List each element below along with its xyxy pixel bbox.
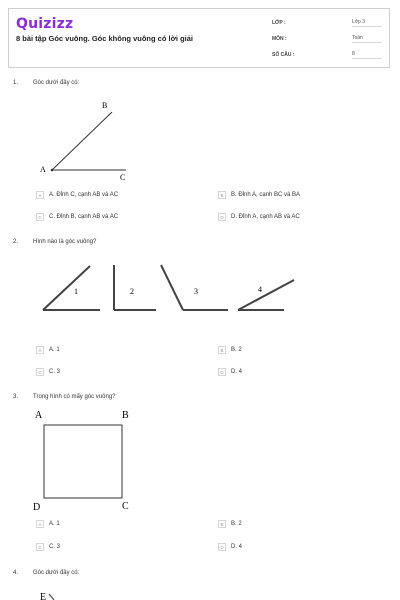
question-1-option-b[interactable] xyxy=(218,191,300,199)
question-1-option-d[interactable] xyxy=(218,213,300,221)
question-3-text: Trong hình có mấy góc vuông? xyxy=(33,394,116,400)
option-letter-box: D xyxy=(218,543,226,551)
angle-4 xyxy=(238,280,294,310)
option-letter-box: B xyxy=(218,346,226,354)
question-3-option-d[interactable] xyxy=(218,543,242,551)
option-text: C. Đỉnh B, cạnh AB và AC xyxy=(49,214,119,220)
angle-1-label: 1 xyxy=(74,287,78,296)
option-text: D. Đỉnh A, cạnh AB và AC xyxy=(231,214,300,220)
question-3-square-figure xyxy=(30,406,150,516)
question-1-option-c[interactable] xyxy=(36,213,118,221)
angle-3 xyxy=(161,265,228,310)
meta-count-value: 8 xyxy=(352,51,382,59)
ray-partial xyxy=(49,594,54,600)
question-2-text: Hình nào là góc vuông? xyxy=(33,239,97,245)
option-text: D. 4 xyxy=(231,369,243,375)
question-3-option-b[interactable] xyxy=(218,520,242,528)
meta-row-subject xyxy=(272,31,382,47)
option-text: D. 4 xyxy=(231,544,243,550)
vertex-a-dot xyxy=(51,169,54,172)
label-c: C xyxy=(122,501,129,512)
option-letter-box: A xyxy=(36,191,44,199)
question-3-number: 3. xyxy=(13,394,19,400)
meta-grade-value: Lớp 3 xyxy=(352,19,382,27)
question-2-angles-figure xyxy=(38,260,318,320)
option-text: A. 1 xyxy=(49,347,60,353)
option-text: B. Đỉnh A, cạnh BC và BA xyxy=(231,192,301,198)
option-letter-box: D xyxy=(218,368,226,376)
square xyxy=(44,425,122,498)
option-text: B. 2 xyxy=(231,347,242,353)
ray-ab xyxy=(52,112,112,170)
meta-count-label: SỐ CÂU : xyxy=(272,52,295,58)
label-e: E xyxy=(40,592,47,600)
question-4-text: Góc dưới đây có: xyxy=(33,570,80,576)
option-text: B. 2 xyxy=(231,521,242,527)
meta-grade-label: LỚP : xyxy=(272,20,286,26)
question-3-option-a[interactable] xyxy=(36,520,60,528)
meta-row-count xyxy=(272,47,382,63)
label-c: C xyxy=(120,173,126,182)
worksheet-title: 8 bài tập Góc vuông. Góc không vuông có lời giải xyxy=(16,34,194,43)
option-letter-box: B xyxy=(218,520,226,528)
question-4-number: 4. xyxy=(13,570,19,576)
worksheet-header xyxy=(8,8,390,68)
question-2-option-a[interactable] xyxy=(36,346,60,354)
option-letter-box: C xyxy=(36,543,44,551)
option-letter-box: C xyxy=(36,368,44,376)
option-text: A. Đỉnh C, cạnh AB và AC xyxy=(49,192,119,198)
angle-2-label: 2 xyxy=(130,287,134,296)
angle-4-label: 4 xyxy=(258,285,262,294)
option-letter-box: A xyxy=(36,346,44,354)
angle-2 xyxy=(114,265,156,310)
label-d: D xyxy=(33,502,41,513)
question-1-number: 1. xyxy=(13,80,19,86)
option-text: C. 3 xyxy=(49,544,61,550)
option-letter-box: A xyxy=(36,520,44,528)
question-3-option-c[interactable] xyxy=(36,543,60,551)
label-b: B xyxy=(102,101,108,110)
option-letter-box: D xyxy=(218,213,226,221)
angle-1 xyxy=(43,266,100,310)
option-letter-box: B xyxy=(218,191,226,199)
meta-row-grade xyxy=(272,15,382,31)
option-letter-box: C xyxy=(36,213,44,221)
question-2-option-c[interactable] xyxy=(36,368,60,376)
option-text: C. 3 xyxy=(49,369,61,375)
question-1-angle-figure xyxy=(30,98,170,183)
label-b: B xyxy=(122,410,129,421)
meta-subject-label: MÔN : xyxy=(272,36,287,42)
label-a: A xyxy=(35,410,43,421)
worksheet-meta xyxy=(272,15,382,63)
question-1-text: Góc dưới đây có: xyxy=(33,80,80,86)
question-2-option-d[interactable] xyxy=(218,368,242,376)
question-4-angle-figure xyxy=(36,584,96,600)
question-1-option-a[interactable] xyxy=(36,191,118,199)
meta-subject-value: Toán xyxy=(352,35,382,43)
question-2-number: 2. xyxy=(13,239,19,245)
option-text: A. 1 xyxy=(49,521,60,527)
label-a: A xyxy=(40,165,46,174)
question-2-option-b[interactable] xyxy=(218,346,242,354)
angle-3-label: 3 xyxy=(194,287,198,296)
quizizz-logo[interactable]: Quizizz xyxy=(16,16,74,32)
